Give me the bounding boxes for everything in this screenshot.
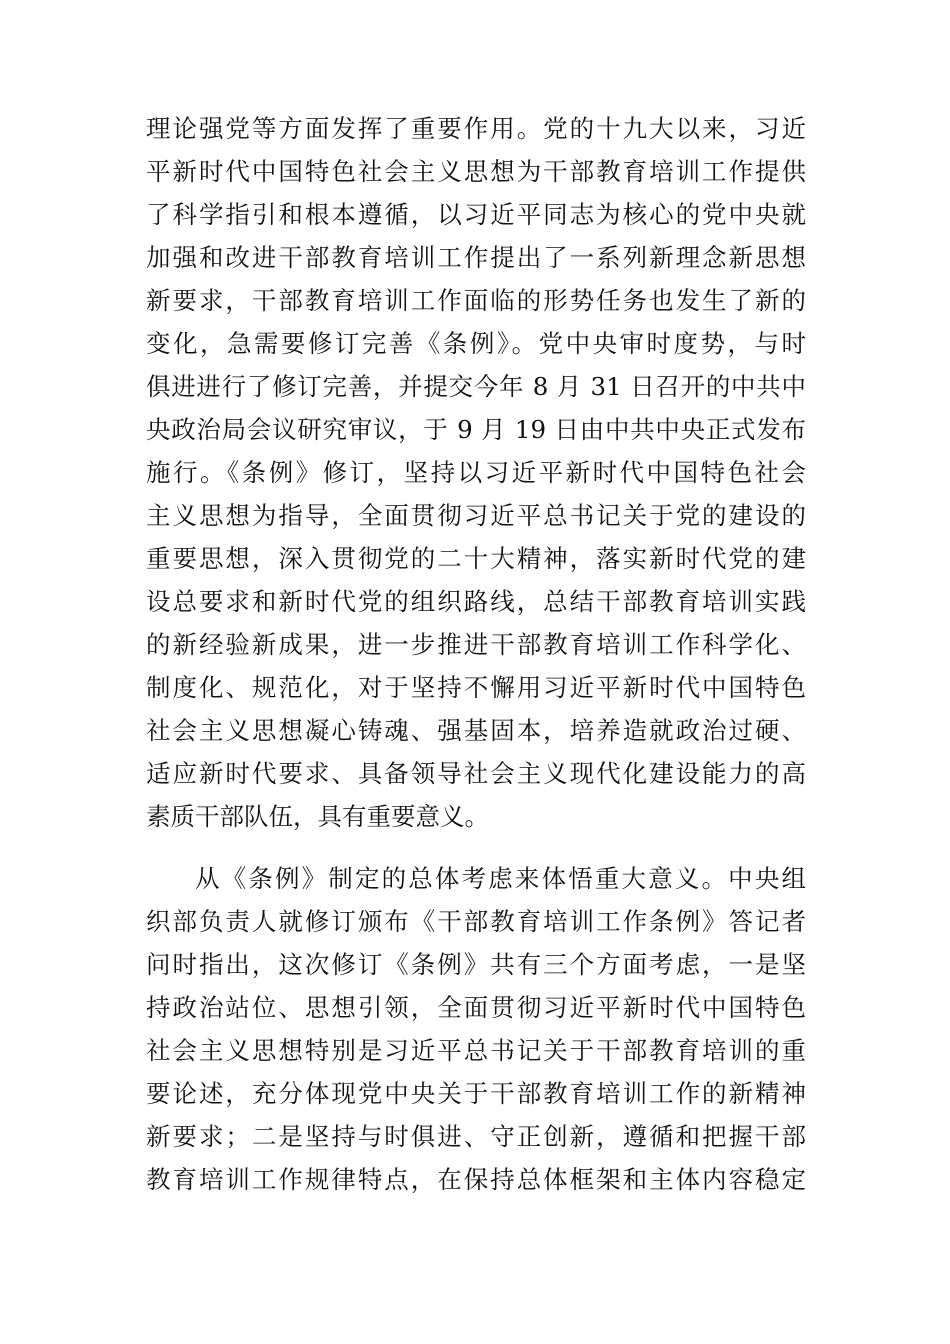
text-line: 施行。《条例》修订，坚持以习近平新时代中国特色社会 bbox=[146, 458, 806, 487]
text-line: 织部负责人就修订颁布《干部教育培训工作条例》答记者 bbox=[146, 907, 806, 936]
text-line: 要论述，充分体现党中央关于干部教育培训工作的新精神 bbox=[146, 1079, 806, 1108]
text-line: 加强和改进干部教育培训工作提出了一系列新理念新思想 bbox=[146, 243, 806, 272]
text-line: 制度化、规范化，对于坚持不懈用习近平新时代中国特色 bbox=[146, 673, 806, 702]
text-line: 变化，急需要修订完善《条例》。党中央审时度势，与时 bbox=[146, 329, 806, 358]
text-line: 理论强党等方面发挥了重要作用。党的十九大以来，习近 bbox=[146, 114, 806, 143]
text-line: 适应新时代要求、具备领导社会主义现代化建设能力的高 bbox=[146, 759, 806, 788]
paragraph-end-line: 素质干部队伍，具有重要意义。 bbox=[146, 802, 489, 831]
text-line: 俱进进行了修订完善，并提交今年 8 月 31 日召开的中共中 bbox=[146, 372, 806, 401]
text-line: 新要求；二是坚持与时俱进、守正创新，遵循和把握干部 bbox=[146, 1122, 806, 1151]
text-line: 问时指出，这次修订《条例》共有三个方面考虑，一是坚 bbox=[146, 950, 806, 979]
text-line: 平新时代中国特色社会主义思想为干部教育培训工作提供 bbox=[146, 157, 806, 186]
paragraph-first-line: 从《条例》制定的总体考虑来体悟重大意义。中央组 bbox=[195, 864, 806, 893]
text-line: 了科学指引和根本遵循，以习近平同志为核心的党中央就 bbox=[146, 200, 806, 229]
text-line: 社会主义思想凝心铸魂、强基固本，培养造就政治过硬、 bbox=[146, 716, 806, 745]
text-line: 设总要求和新时代党的组织路线，总结干部教育培训实践 bbox=[146, 587, 806, 616]
text-line: 新要求，干部教育培训工作面临的形势任务也发生了新的 bbox=[146, 286, 806, 315]
text-line: 央政治局会议研究审议，于 9 月 19 日由中共中央正式发布 bbox=[146, 415, 806, 444]
text-line: 的新经验新成果，进一步推进干部教育培训工作科学化、 bbox=[146, 630, 806, 659]
text-line: 社会主义思想特别是习近平总书记关于干部教育培训的重 bbox=[146, 1036, 806, 1065]
text-line: 教育培训工作规律特点，在保持总体框架和主体内容稳定 bbox=[146, 1165, 806, 1194]
text-line: 重要思想，深入贯彻党的二十大精神，落实新时代党的建 bbox=[146, 544, 806, 573]
text-line: 持政治站位、思想引领，全面贯彻习近平新时代中国特色 bbox=[146, 993, 806, 1022]
text-line: 主义思想为指导，全面贯彻习近平总书记关于党的建设的 bbox=[146, 501, 806, 530]
